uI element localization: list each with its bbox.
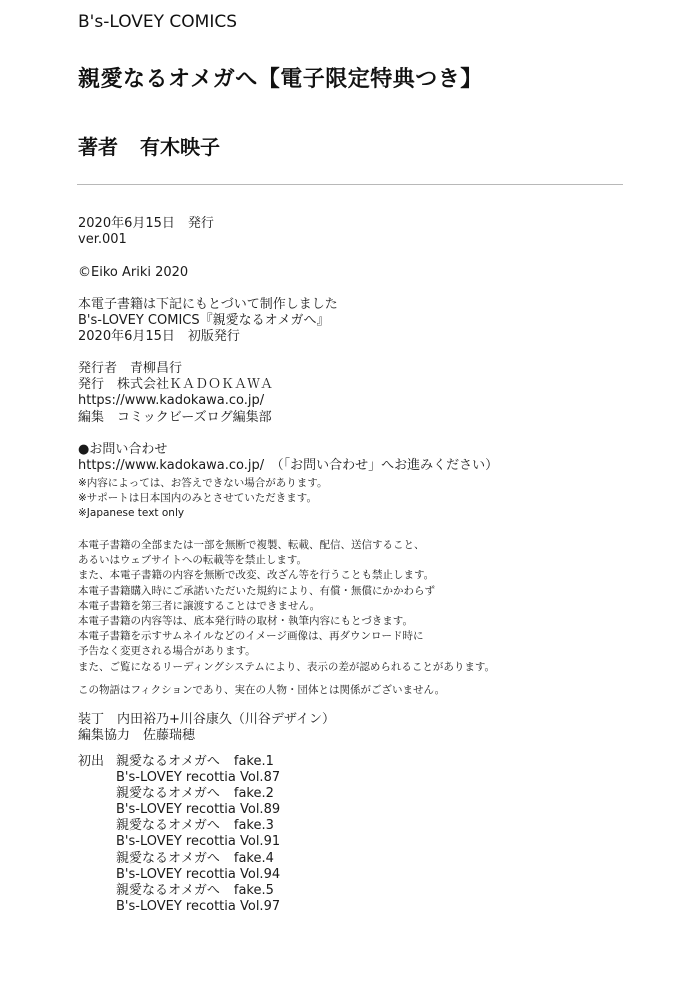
copyright-block xyxy=(78,265,188,281)
basis-line: B's-LOVEY COMICS『親愛なるオメガへ』 xyxy=(78,313,330,329)
legal-line: 予告なく変更される場合があります。 xyxy=(78,645,256,658)
release-date: 2020年6月15日 発行 xyxy=(78,216,214,231)
contact-notes xyxy=(78,476,327,521)
author-name: 有木映子 xyxy=(140,135,220,159)
history-magazine-line: B's-LOVEY recottia Vol.87 xyxy=(116,770,281,786)
imprint-label: B's-LOVEY COMICS xyxy=(78,12,238,32)
copyright: ©Eiko Ariki 2020 xyxy=(78,265,189,280)
episode: fake.1 xyxy=(233,754,274,769)
episode: fake.5 xyxy=(233,882,274,898)
legal-line: あるいはウェブサイトへの転載等を禁止します。 xyxy=(78,554,308,567)
history-magazine-line: B's-LOVEY recottia Vol.97 xyxy=(116,898,281,914)
contact-note: ※サポートは日本国内のみとさせていただきます。 xyxy=(78,492,317,505)
fiction-block xyxy=(78,683,445,698)
credits-block xyxy=(78,712,335,744)
publisher-line: 発行 株式会社ＫＡＤＯＫＡＷＡ xyxy=(78,377,274,393)
history-magazine-line: B's-LOVEY recottia Vol.89 xyxy=(116,802,281,818)
work-title: 親愛なるオメガへ xyxy=(116,850,220,866)
history-work-line xyxy=(116,851,280,867)
legal-line: 本電子書籍の全部または一部を無断で複製、転載、配信、送信すること、 xyxy=(78,539,425,551)
history-work-line xyxy=(116,883,280,899)
contact-heading: ●お問い合わせ xyxy=(78,442,168,457)
history-magazine-line: B's-LOVEY recottia Vol.94 xyxy=(116,866,281,882)
contact-note: ※Japanese text only xyxy=(78,507,185,520)
publisher-url: https://www.kadokawa.co.jp/ xyxy=(78,393,265,409)
contact-note: ※内容によっては、お答えできない場合があります。 xyxy=(78,477,328,489)
contact-url: https://www.kadokawa.co.jp/ （「お問い合わせ」へお進みください） xyxy=(78,458,499,474)
history-work-line xyxy=(116,786,280,802)
basis-line: 本電子書籍は下記にもとづいて制作しました xyxy=(78,297,338,312)
contact-block xyxy=(78,442,498,474)
author-prefix: 著者 xyxy=(78,135,118,159)
legal-line: また、ご覧になるリーディングシステムにより、表示の差が認められることがあります。 xyxy=(78,660,496,673)
episode: fake.2 xyxy=(233,786,274,802)
episode: fake.4 xyxy=(233,850,274,866)
legal-line: 本電子書籍を第三者に譲渡することはできません。 xyxy=(78,599,321,612)
work-title: 親愛なるオメガへ xyxy=(116,818,220,834)
publisher-block xyxy=(78,361,273,426)
legal-line: また、本電子書籍の内容を無断で改変、改ざん等を行うことも禁止します。 xyxy=(78,569,435,582)
credit-line: 編集協力 佐藤瑞穂 xyxy=(78,728,196,744)
publisher-line: 編集 コミックビーズログ編集部 xyxy=(78,409,272,425)
legal-block xyxy=(78,538,495,675)
author-line xyxy=(78,131,220,160)
book-title: 親愛なるオメガへ【電子限定特典つき】 xyxy=(78,67,483,92)
publisher-line: 発行者 青柳昌行 xyxy=(78,361,183,376)
first-appearance-list xyxy=(116,754,280,915)
history-work-line xyxy=(116,818,280,834)
history-magazine-line: B's-LOVEY recottia Vol.91 xyxy=(116,834,281,850)
work-title: 親愛なるオメガへ xyxy=(116,786,220,802)
work-title: 親愛なるオメガへ xyxy=(116,882,220,898)
work-title: 親愛なるオメガへ xyxy=(116,754,220,769)
episode: fake.3 xyxy=(233,818,274,834)
legal-line: 本電子書籍を示すサムネイルなどのイメージ画像は、再ダウンロード時に xyxy=(78,630,424,643)
divider xyxy=(77,184,623,185)
basis-block xyxy=(78,297,338,346)
first-appearance-prefix: 初出 xyxy=(78,754,105,769)
release-block xyxy=(78,216,214,248)
legal-line: 本電子書籍の内容等は、底本発行時の取材・執筆内容にもとづきます。 xyxy=(78,615,413,628)
version: ver.001 xyxy=(78,232,127,248)
fiction-note: この物語はフィクションであり、実在の人物・団体とは関係がございません。 xyxy=(78,684,446,696)
credit-line: 装丁 内田裕乃+川谷康久（川谷デザイン） xyxy=(78,712,335,727)
basis-line: 2020年6月15日 初版発行 xyxy=(78,329,240,345)
history-work-line xyxy=(116,754,280,770)
legal-line: 本電子書籍購入時にご承諾いただいた規約により、有償・無償にかかわらず xyxy=(78,584,435,597)
